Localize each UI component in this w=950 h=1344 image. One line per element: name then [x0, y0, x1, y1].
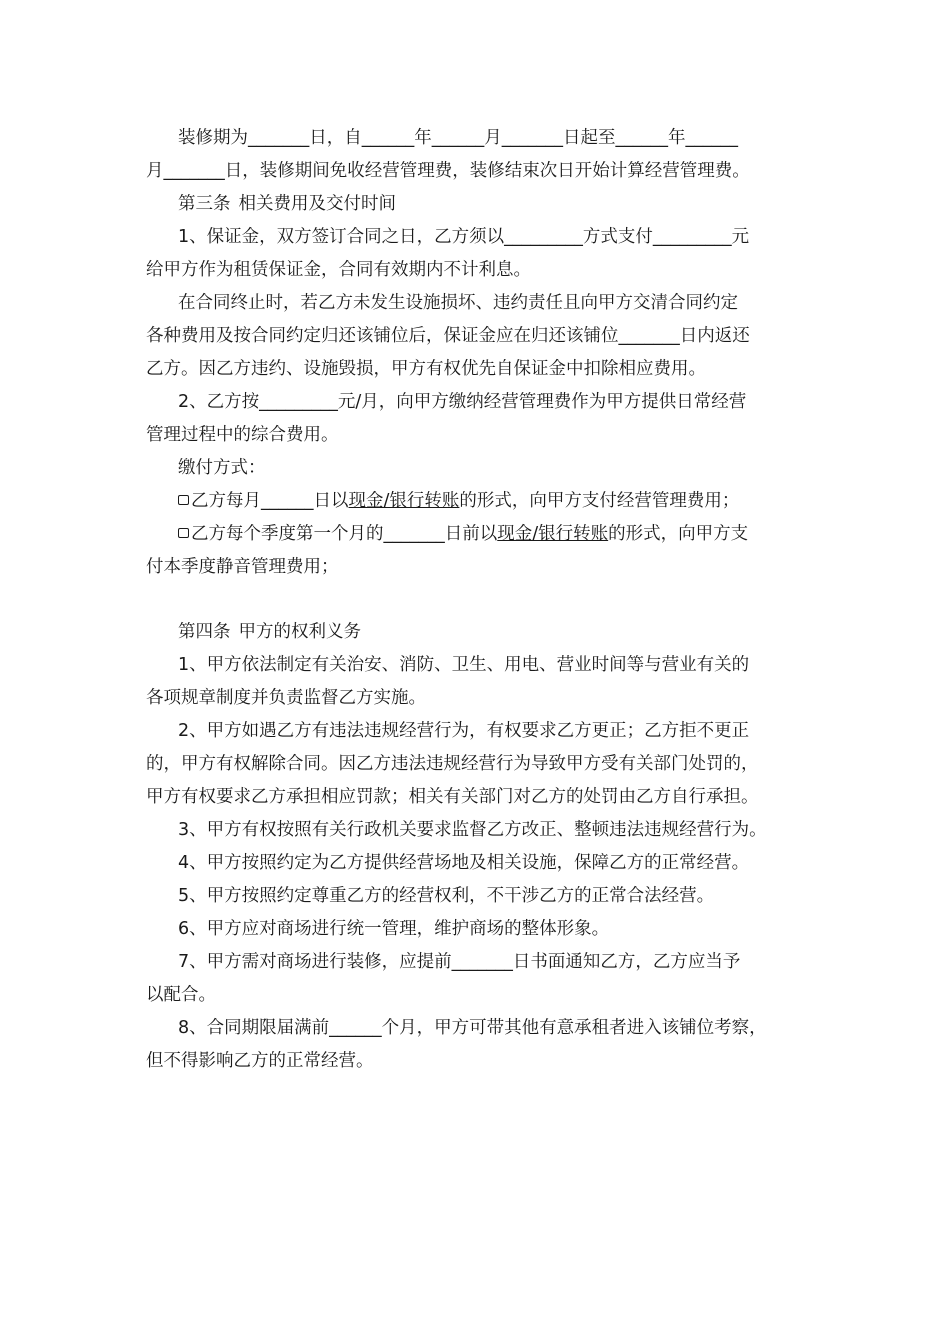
article-4-item-7-line-2: [146, 979, 808, 1012]
decoration-period-line-2: [146, 155, 808, 188]
article-4-item-7-line-1: [146, 946, 808, 979]
article-title: 相关费用及交付时间: [238, 194, 396, 214]
text-fragment: 装修期为: [178, 128, 248, 148]
text-fragment: 方式支付: [582, 227, 653, 247]
article-4-item-4: [146, 847, 808, 880]
text-fragment: 日，装修期间免收经营管理费，装修结束次日开始计算经营管理费。: [224, 161, 750, 181]
text-fragment: 个月，甲方可带其他有意承租者进入该铺位考察，: [381, 1018, 767, 1038]
management-fee-line-1: [146, 386, 808, 419]
start-month-blank[interactable]: ______: [431, 128, 485, 148]
text-fragment: 4、甲方按照约定为乙方提供经营场地及相关设施，保障乙方的正常经营。: [178, 853, 750, 873]
start-year-blank[interactable]: ______: [361, 128, 415, 148]
text-fragment: 但不得影响乙方的正常经营。: [146, 1051, 374, 1071]
article-title: 甲方的权利义务: [238, 622, 361, 642]
text-fragment: 日书面通知乙方，乙方应当予: [512, 952, 741, 972]
payment-method-option: 现金/银行转账: [497, 524, 609, 544]
checkbox-icon[interactable]: [178, 528, 189, 538]
article-number: 第四条: [178, 622, 231, 642]
article-4-item-8-line-2: [146, 1045, 808, 1078]
text-fragment: 给甲方作为租赁保证金，合同有效期内不计利息。: [146, 260, 531, 280]
text-fragment: 各种费用及按合同约定归还该铺位后，保证金应在归还该铺位: [146, 326, 619, 346]
text-fragment: 1、甲方依法制定有关治安、消防、卫生、用电、营业时间等与营业有关的: [178, 655, 750, 675]
article-4-item-2-line-1: [146, 715, 808, 748]
text-fragment: 2、乙方按: [178, 392, 260, 412]
text-fragment: 日起至: [563, 128, 616, 148]
text-fragment: 的形式，向甲方支: [608, 524, 749, 544]
text-fragment: 2、甲方如遇乙方有违法违规经营行为，有权要求乙方更正；乙方拒不更正: [178, 721, 750, 741]
text-fragment: 以配合。: [146, 985, 216, 1005]
text-fragment: 元/月，向甲方缴纳经营管理费作为甲方提供日常经营: [337, 392, 747, 412]
decoration-period-line-1: [146, 122, 808, 155]
checkbox-icon[interactable]: [178, 495, 189, 505]
payment-method-blank[interactable]: _________: [504, 227, 583, 247]
deposit-return-line-2: [146, 320, 808, 353]
article-4-item-6: [146, 913, 808, 946]
text-fragment: 缴付方式：: [178, 458, 266, 478]
text-fragment: 乙方。因乙方违约、设施毁损，甲方有权优先自保证金中扣除相应费用。: [146, 359, 706, 379]
article-4-item-5: [146, 880, 808, 913]
deposit-line-2: [146, 254, 808, 287]
contract-page: [146, 122, 808, 1078]
text-fragment: 日，自: [309, 128, 362, 148]
text-fragment: 的，甲方有权解除合同。因乙方违法违规经营行为导致甲方受有关部门处罚的，: [146, 754, 759, 774]
text-fragment: 在合同终止时，若乙方未发生设施损坏、违约责任且向甲方交清合同约定: [178, 293, 738, 313]
text-fragment: 6、甲方应对商场进行统一管理，维护商场的整体形象。: [178, 919, 610, 939]
text-fragment: 月: [484, 128, 502, 148]
article-4-item-1-line-1: [146, 649, 808, 682]
deposit-return-line-3: [146, 353, 808, 386]
monthly-day-blank[interactable]: ______: [261, 491, 314, 511]
text-fragment: 1、保证金，双方签订合同之日，乙方须以: [178, 227, 505, 247]
text-fragment: 乙方每个季度第一个月的: [191, 524, 384, 544]
text-fragment: 付本季度静音管理费用；: [146, 557, 339, 577]
deposit-return-line-1: [146, 287, 808, 320]
article-3-heading: [146, 188, 808, 221]
text-fragment: 日以: [313, 491, 349, 511]
article-4-item-8-line-1: [146, 1012, 808, 1045]
text-fragment: 各项规章制度并负责监督乙方实施。: [146, 688, 426, 708]
days-blank[interactable]: _______: [248, 128, 310, 148]
text-fragment: 8、合同期限届满前: [178, 1018, 330, 1038]
article-4-item-2-line-3: [146, 781, 808, 814]
article-4-item-2-line-2: [146, 748, 808, 781]
text-fragment: 7、甲方需对商场进行装修，应提前: [178, 952, 452, 972]
months-before-expiry-blank[interactable]: ______: [329, 1018, 382, 1038]
notice-days-blank[interactable]: _______: [451, 952, 513, 972]
article-4-item-1-line-2: [146, 682, 808, 715]
text-fragment: 月: [146, 161, 164, 181]
text-fragment: 年: [668, 128, 686, 148]
end-day-blank[interactable]: _______: [163, 161, 225, 181]
deposit-line-1: [146, 221, 808, 254]
management-fee-line-2: [146, 419, 808, 452]
start-day-blank[interactable]: _______: [501, 128, 563, 148]
monthly-fee-blank[interactable]: _________: [259, 392, 338, 412]
payment-option-quarterly-line-1: [146, 518, 808, 551]
text-fragment: 3、甲方有权按照有关行政机关要求监督乙方改正、整顿违法违规经营行为。: [178, 820, 767, 840]
text-fragment: 元: [731, 227, 750, 247]
payment-option-monthly: [146, 485, 808, 518]
text-fragment: 的形式，向甲方支付经营管理费用；: [459, 491, 740, 511]
article-4-heading: [146, 616, 808, 649]
article-4-item-3: [146, 814, 808, 847]
text-fragment: 乙方每月: [191, 491, 261, 511]
text-fragment: 年: [414, 128, 432, 148]
paragraph-gap: [146, 584, 808, 616]
text-fragment: 5、甲方按照约定尊重乙方的经营权利，不干涉乙方的正常合法经营。: [178, 886, 715, 906]
end-month-blank[interactable]: ______: [685, 128, 738, 148]
deposit-amount-blank[interactable]: _________: [652, 227, 732, 247]
return-days-blank[interactable]: _______: [618, 326, 680, 346]
payment-option-quarterly-line-2: [146, 551, 808, 584]
payment-method-label: [146, 452, 808, 485]
payment-method-option: 现金/银行转账: [348, 491, 460, 511]
quarterly-day-blank[interactable]: _______: [383, 524, 445, 544]
end-year-blank[interactable]: ______: [615, 128, 668, 148]
text-fragment: 管理过程中的综合费用。: [146, 425, 339, 445]
text-fragment: 日前以: [444, 524, 498, 544]
text-fragment: 甲方有权要求乙方承担相应罚款；相关有关部门对乙方的处罚由乙方自行承担。: [146, 787, 759, 807]
text-fragment: 日内返还: [679, 326, 750, 346]
article-number: 第三条: [178, 194, 231, 214]
